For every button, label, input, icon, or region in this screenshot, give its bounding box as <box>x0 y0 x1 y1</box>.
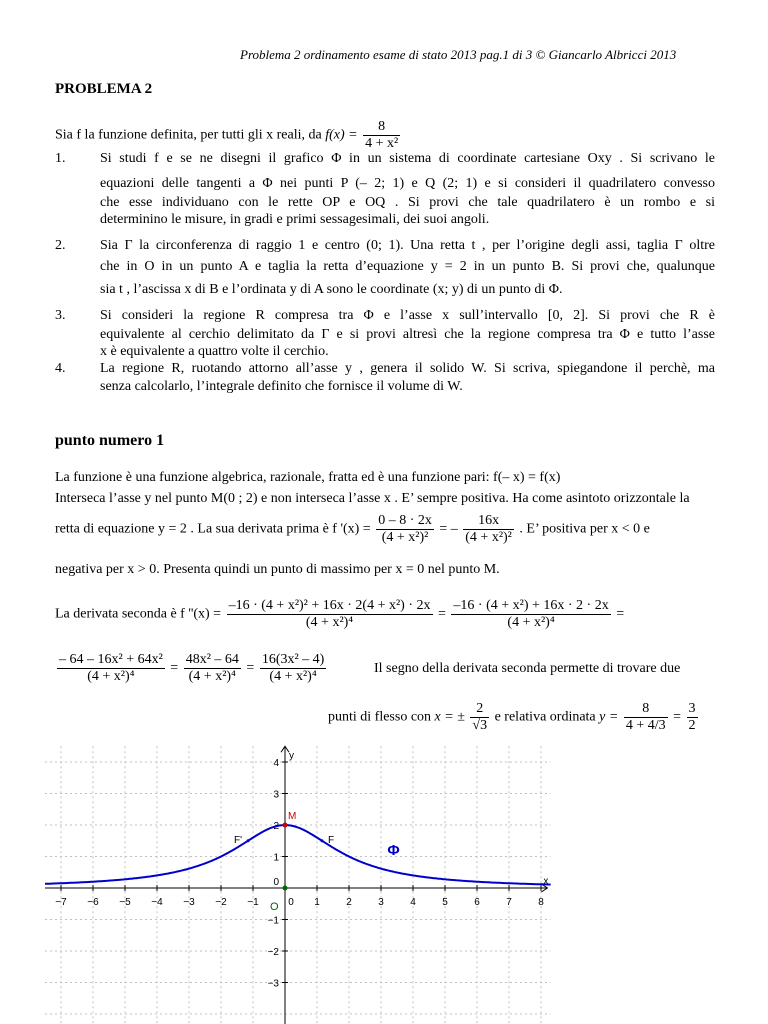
fraction-num: 2 <box>470 701 489 718</box>
fraction <box>227 598 433 631</box>
x-axis-label: x <box>543 876 549 887</box>
item-number: 1. <box>55 151 66 166</box>
fraction-den: (4 + x²)⁴ <box>305 615 354 630</box>
x-tick-label: 1 <box>314 897 320 908</box>
inflection-left-label: F' <box>234 834 243 846</box>
max-point-marker <box>283 823 288 828</box>
equal-sign: = <box>246 660 255 676</box>
x-tick-label: 7 <box>506 897 512 908</box>
origin-label: O <box>270 901 279 913</box>
item-line: che esse individuano con le rette OP e OQ . Si provi che tale quadrilatero è un rombo e si <box>100 195 715 210</box>
fraction <box>451 598 610 631</box>
fraction <box>470 701 489 734</box>
fraction <box>376 513 434 546</box>
y-tick-label: −2 <box>267 947 279 958</box>
fraction-den: 2 <box>688 718 696 733</box>
curve-sample-point <box>476 881 477 882</box>
curve-sample-point <box>348 856 349 857</box>
equal-sign: = <box>438 606 446 622</box>
x-tick-label: 2 <box>346 897 352 908</box>
x-tick-label: 3 <box>378 897 384 908</box>
origin-marker <box>283 886 288 891</box>
fraction <box>624 701 668 734</box>
fraction-num: –16 · (4 + x²) + 16x · 2 · 2x <box>453 598 609 613</box>
paragraph-1: La funzione è una funzione algebrica, razionale, fratta ed è una funzione pari: f(– x) = f(x) <box>55 470 561 485</box>
curve-sample-point <box>188 868 189 869</box>
curve-sample-point <box>220 856 221 857</box>
item-number: 2. <box>55 238 66 253</box>
max-point-label: M <box>288 811 297 822</box>
y-tick-label: −3 <box>267 978 279 990</box>
problem-title: PROBLEMA 2 <box>55 81 153 97</box>
inflection-right-label: F <box>327 834 335 846</box>
y-tick-label: 3 <box>273 789 279 801</box>
item-line: x è equivalente a quattro volte il cerchio. <box>100 344 329 359</box>
curve-sample-point <box>540 884 541 885</box>
x-tick-label: 5 <box>442 897 448 908</box>
fraction-num: 8 <box>624 701 668 718</box>
y-tick-label: 0 <box>273 877 279 888</box>
equal-sign: = <box>170 660 179 676</box>
y-tick-label: −1 <box>267 915 279 927</box>
fraction-den: (4 + x²)² <box>381 530 429 545</box>
equal-sign: = <box>616 606 625 622</box>
fraction <box>184 652 241 685</box>
function-graph <box>0 740 768 1024</box>
fraction-den: 4 + 4/3 <box>625 718 666 733</box>
fraction-den: (4 + x²)⁴ <box>269 669 317 684</box>
fraction-num: –16 · (4 + x²)² + 16x · 2(4 + x²) · 2x <box>228 598 431 613</box>
second-derivative-label: La derivata seconda è f ''(x) = <box>55 606 222 622</box>
second-derivative-line <box>55 598 624 631</box>
first-derivative-text: retta di equazione y = 2 . La sua derivata prima è f '(x) = <box>55 521 371 537</box>
fraction-den: √3 <box>472 718 488 733</box>
sign-text: Il segno della derivata seconda permette di trovare due <box>374 661 681 676</box>
fraction-num: 3 <box>688 701 696 716</box>
page-header: Problema 2 ordinamento esame di stato 2013 pag.1 di 3 © Giancarlo Albricci 2013 <box>240 47 677 62</box>
x-tick-label: 8 <box>538 897 544 908</box>
paragraph-2: Interseca l’asse y nel punto M(0 ; 2) e non interseca l’asse x . E’ sempre positiva. Ha come asintoto orizzontale la <box>55 491 690 506</box>
fraction-den: (4 + x²)⁴ <box>507 615 555 630</box>
item-line: senza calcolarlo, l’integrale definito che fornisce il volume di W. <box>100 379 463 394</box>
equal-sign: = <box>673 709 682 725</box>
curve-name-label: Φ <box>387 841 400 859</box>
item-line: Si studi f e se ne disegni il grafico Φ in un sistema di coordinate cartesiane Oxy . Si scrivano le <box>100 151 715 166</box>
inflection-right-marker <box>320 839 323 842</box>
item-number: 4. <box>55 361 66 376</box>
fraction <box>260 652 327 685</box>
x-tick-label: −5 <box>119 897 131 908</box>
x-tick-label: −3 <box>183 897 195 908</box>
curve-sample-point <box>92 881 93 882</box>
fraction-den: (4 + x²)² <box>465 530 512 545</box>
fraction <box>57 652 165 685</box>
item-number: 3. <box>55 308 66 323</box>
item-line: Si consideri la regione R compresa tra Φ e l’asse x sull’intervallo [0, 2]. Si provi che R è <box>100 308 715 323</box>
item-line: La regione R, ruotando attorno all’asse y , genera il solido W. Si scriva, spiegandone il perchè, ma <box>100 361 715 376</box>
x-tick-label: −6 <box>87 897 99 908</box>
item-line: che in O in un punto A e taglia la retta d’equazione y = 2 in un punto B. Si provi che, qualunque <box>100 259 715 274</box>
item-line: Sia Γ la circonferenza di raggio 1 e centro (0; 1). Una retta t , per l’origine degli assi, taglia Γ oltre <box>100 238 715 253</box>
intro-text: Sia f la funzione definita, per tutti gli x reali, da <box>55 127 322 143</box>
y-axis-label: y <box>289 750 294 762</box>
intro-fraction-num: 8 <box>363 119 400 136</box>
intro-formula: f(x) = <box>325 127 358 143</box>
y-tick-label: 2 <box>273 821 279 832</box>
item-line: equivalente al cerchio delimitato da Γ e si provi altresì che la regione compresa tra Φ e tutto l’asse <box>100 327 715 342</box>
x-tick-label: −7 <box>55 897 67 908</box>
x-tick-label: 6 <box>474 897 480 908</box>
x-tick-label: −4 <box>151 897 163 908</box>
function-curve <box>45 825 551 885</box>
item-line: sia t , l’ascissa x di B e l’ordinata y di A sono le coordinate (x; y) di un punto di Φ. <box>100 282 563 297</box>
section-title: punto numero 1 <box>55 432 165 449</box>
curve-sample-point <box>380 868 381 869</box>
intro-fraction-den: 4 + x² <box>365 136 399 151</box>
fraction-num: 0 – 8 · 2x <box>378 513 432 528</box>
intro-fraction <box>363 119 400 152</box>
curve-sample-point <box>60 883 61 884</box>
curve-sample-point <box>508 883 509 884</box>
x-tick-label: 4 <box>410 897 416 908</box>
fraction-num: 48x² – 64 <box>185 652 239 667</box>
intro-line <box>55 119 402 152</box>
inflection-line <box>328 701 700 734</box>
paragraph-4: negativa per x > 0. Presenta quindi un punto di massimo per x = 0 nel punto M. <box>55 562 500 577</box>
item-line: determinino le misure, in gradi e primi sessagesimali, dei suoi angoli. <box>100 212 490 227</box>
fraction-num: 16(3x² – 4) <box>261 652 325 667</box>
inflection-x: x = ± <box>434 709 465 725</box>
fraction-den: (4 + x²)⁴ <box>188 669 236 684</box>
curve-sample-point <box>316 837 317 838</box>
curve-sample-point <box>156 875 157 876</box>
x-tick-label: −1 <box>247 897 259 908</box>
curve-sample-point <box>124 879 125 880</box>
first-derivative-end: . E’ positiva per x < 0 e <box>519 521 650 537</box>
inflection-y: y = <box>599 709 619 725</box>
fraction-num: – 64 – 16x² + 64x² <box>59 652 163 667</box>
fraction-num: 16x <box>463 513 514 530</box>
x-tick-label: −2 <box>215 897 227 908</box>
first-derivative-line <box>55 513 650 546</box>
curve-sample-point <box>252 837 253 838</box>
fraction-den: (4 + x²)⁴ <box>87 669 135 684</box>
curve-sample-point <box>444 879 445 880</box>
equal-minus: = – <box>439 521 458 537</box>
inflection-left-marker <box>247 839 250 842</box>
fraction <box>463 513 514 546</box>
x-tick-label: 0 <box>288 897 294 908</box>
fraction <box>687 701 698 734</box>
curve-sample-point <box>412 875 413 876</box>
second-derivative-line-2 <box>55 652 328 685</box>
y-tick-label: 1 <box>273 852 279 864</box>
item-line: equazioni delle tangenti a Φ nei punti P (– 2; 1) e Q (2; 1) e si consideri il quadrilatero convesso <box>100 176 715 191</box>
inflection-text-b: e relativa ordinata <box>494 709 596 725</box>
inflection-text-a: punti di flesso con <box>328 709 432 725</box>
y-tick-label: 4 <box>273 758 279 769</box>
